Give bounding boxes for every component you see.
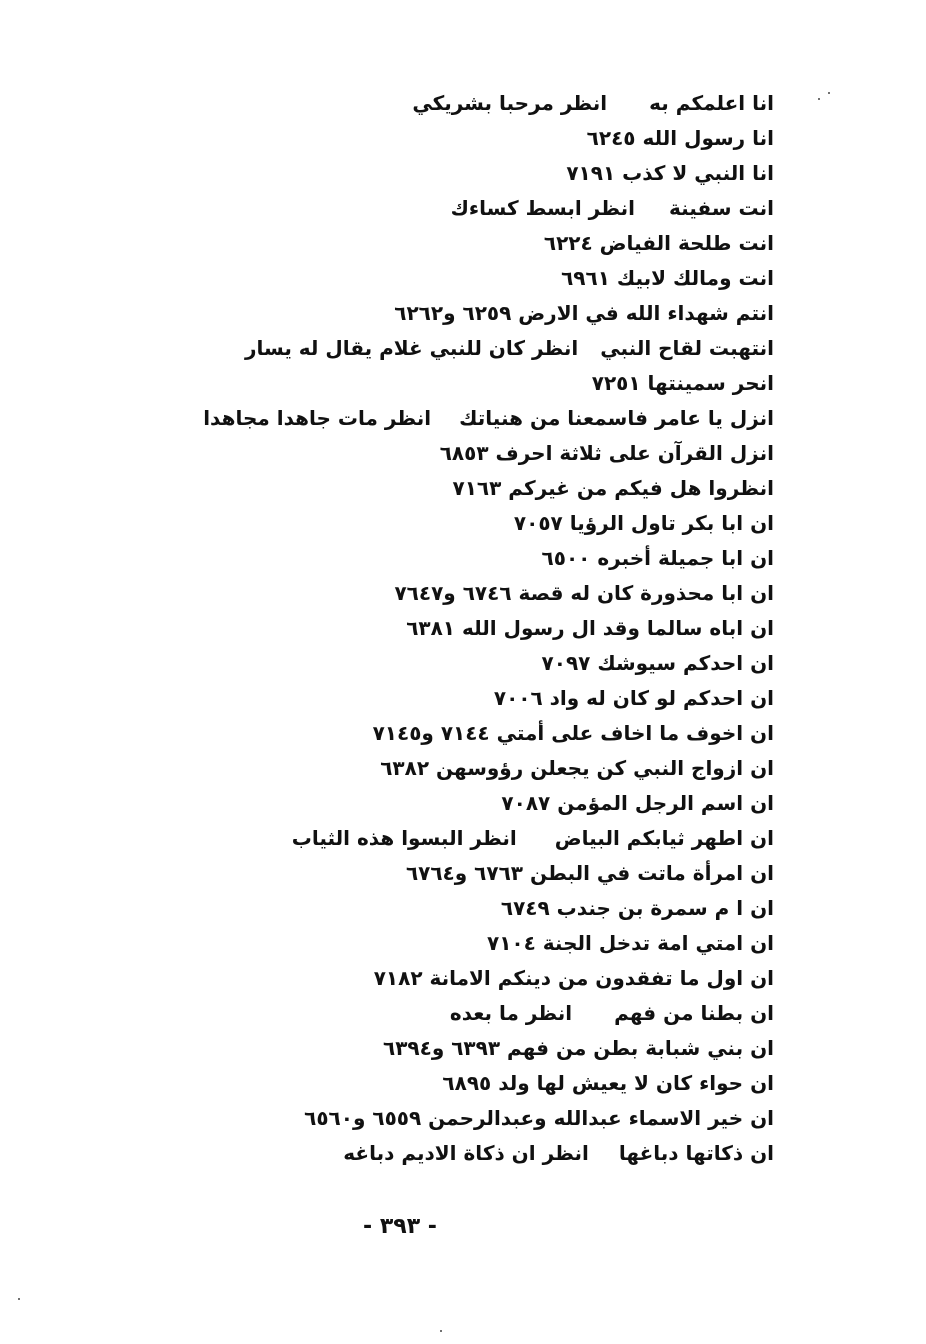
index-entry — [134, 926, 774, 961]
entry-term: ان ابا جميلة أخبره ٦٥٠٠ — [541, 546, 774, 570]
index-entry — [134, 401, 774, 436]
entry-term: ان ابا محذورة كان له قصة ٦٧٤٦ و٧٦٤٧ — [394, 581, 774, 605]
entry-term: ان حواء كان لا يعيش لها ولد ٦٨٩٥ — [442, 1071, 774, 1095]
entry-term: ان ذكاتها دباغها — [618, 1141, 774, 1165]
entry-term: ان اسم الرجل المؤمن ٧٠٨٧ — [501, 791, 774, 815]
entry-term: انا رسول الله ٦٢٤٥ — [586, 126, 774, 150]
entry-term: ان بطنا من فهم — [614, 1001, 774, 1025]
index-entry — [134, 541, 774, 576]
index-entry — [134, 1101, 774, 1136]
index-entry — [134, 576, 774, 611]
index-entry — [134, 996, 774, 1031]
index-entry — [134, 156, 774, 191]
index-entry — [134, 296, 774, 331]
index-entry — [134, 646, 774, 681]
entry-term: ان امرأة ماتت في البطن ٦٧٦٣ و٦٧٦٤ — [405, 861, 774, 885]
entry-cross-reference: انظر كان للنبي غلام يقال له يسار — [244, 336, 579, 360]
entry-term: ان احدكم سيوشك ٧٠٩٧ — [541, 651, 774, 675]
index-entry — [134, 331, 774, 366]
entry-cross-reference: انظر ما بعده — [449, 1001, 573, 1025]
index-entry — [134, 891, 774, 926]
index-entry — [134, 366, 774, 401]
index-entry — [134, 226, 774, 261]
entry-term: ان امتي امة تدخل الجنة ٧١٠٤ — [487, 931, 774, 955]
index-entry — [134, 1031, 774, 1066]
index-entry — [134, 261, 774, 296]
scan-speck — [440, 1330, 442, 1332]
index-entry — [134, 716, 774, 751]
scan-speck — [818, 98, 820, 100]
index-entry — [134, 471, 774, 506]
entry-term: ان بني شبابة بطن من فهم ٦٣٩٣ و٦٣٩٤ — [382, 1036, 774, 1060]
index-entry — [134, 1136, 774, 1171]
scan-speck — [828, 92, 830, 94]
index-entry — [134, 961, 774, 996]
entry-cross-reference: انظر مات جاهدا مجاهدا — [203, 406, 432, 430]
entry-term: انظروا هل فيكم من غيركم ٧١٦٣ — [452, 476, 774, 500]
entry-term: ان خير الاسماء عبدالله وعبدالرحمن ٦٥٥٩ و٦٥٦٠ — [304, 1106, 774, 1130]
entry-term: انحر سمينتها ٧٢٥١ — [591, 371, 774, 395]
index-entry — [134, 681, 774, 716]
index-entry — [134, 751, 774, 786]
entry-term: ان ازواج النبي كن يجعلن رؤوسهن ٦٣٨٢ — [380, 756, 774, 780]
entry-cross-reference: انظر ان ذكاة الاديم دباغه — [343, 1141, 589, 1165]
index-entry — [134, 786, 774, 821]
index-entry — [134, 436, 774, 471]
entry-term: ان احدكم لو كان له واد ٧٠٠٦ — [493, 686, 774, 710]
index-entry — [134, 1066, 774, 1101]
entry-term: انت ومالك لابيك ٦٩٦١ — [561, 266, 774, 290]
page-number: - ٣٩٣ - — [363, 1214, 437, 1239]
entry-term: انا النبي لا كذب ٧١٩١ — [566, 161, 774, 185]
entry-term: ان ا م سمرة بن جندب ٦٧٤٩ — [500, 896, 774, 920]
entry-term: انا اعلمكم به — [649, 91, 774, 115]
index-entry — [134, 506, 774, 541]
scan-speck — [18, 1298, 20, 1300]
entry-term: ان ابا بكر تاول الرؤيا ٧٠٥٧ — [513, 511, 774, 535]
index-entry — [134, 121, 774, 156]
entry-term: انتم شهداء الله في الارض ٦٢٥٩ و٦٢٦٢ — [394, 301, 774, 325]
index-entry — [134, 856, 774, 891]
entry-term: انزل القرآن على ثلاثة احرف ٦٨٥٣ — [439, 441, 774, 465]
entry-term: ان اول ما تفقدون من دينكم الامانة ٧١٨٢ — [373, 966, 774, 990]
index-entry — [134, 86, 774, 121]
entry-term: ان اخوف ما اخاف على أمتي ٧١٤٤ و٧١٤٥ — [372, 721, 774, 745]
index-entry — [134, 611, 774, 646]
entry-term: ان اباه سالما وقد ال رسول الله ٦٣٨١ — [406, 616, 774, 640]
entry-term: انت سفينة — [668, 196, 774, 220]
index-entries — [134, 86, 774, 1171]
entry-term: انتهبت لقاح النبي — [600, 336, 774, 360]
entry-term: انت طلحة الفياض ٦٢٢٤ — [543, 231, 774, 255]
index-entry — [134, 191, 774, 226]
entry-term: ان اطهر ثيابكم البياض — [554, 826, 774, 850]
entry-cross-reference: انظر مرحبا بشريكي — [412, 91, 608, 115]
entry-cross-reference: انظر ابسط كساءك — [450, 196, 635, 220]
entry-term: انزل يا عامر فاسمعنا من هنياتك — [459, 406, 774, 430]
index-entry — [134, 821, 774, 856]
entry-cross-reference: انظر البسوا هذه الثياب — [291, 826, 517, 850]
